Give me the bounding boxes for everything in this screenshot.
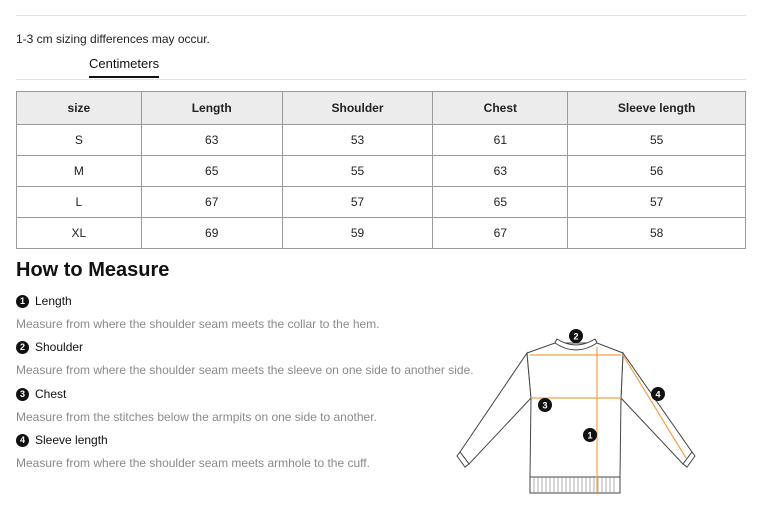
cell-chest: 65 (433, 187, 568, 218)
measure-item-sleeve-length (16, 433, 108, 447)
size-table (16, 91, 746, 249)
cell-sleeve-length: 57 (568, 187, 746, 218)
cell-sleeve-length: 55 (568, 125, 746, 156)
cell-shoulder: 57 (282, 187, 433, 218)
measure-item-desc: Measure from where the shoulder seam meets the sleeve on one side to another side. (16, 363, 474, 377)
header-length: Length (141, 92, 282, 125)
cell-sleeve-length: 56 (568, 156, 746, 187)
table-header-row (17, 92, 746, 125)
svg-text:2: 2 (573, 331, 579, 342)
measure-item-title: Shoulder (35, 340, 84, 354)
sizing-note: 1-3 cm sizing differences may occur. (16, 32, 210, 46)
measure-item-shoulder (16, 340, 83, 354)
cell-size: M (17, 156, 142, 187)
cell-length: 69 (141, 218, 282, 249)
svg-text:4: 4 (655, 389, 661, 400)
tab-divider (16, 79, 746, 80)
cell-size: L (17, 187, 142, 218)
diagram-badge-2 (569, 329, 583, 343)
top-divider (16, 15, 746, 16)
how-to-measure-title: How to Measure (16, 259, 170, 281)
cell-sleeve-length: 58 (568, 218, 746, 249)
number-badge: 4 (16, 434, 29, 447)
measure-item-title: Sleeve length (35, 433, 108, 447)
diagram-badge-4 (651, 387, 665, 401)
cell-length: 63 (141, 125, 282, 156)
cell-length: 65 (141, 156, 282, 187)
number-badge: 1 (16, 295, 29, 308)
cell-chest: 61 (433, 125, 568, 156)
table-row (17, 218, 746, 249)
diagram-badge-1 (583, 428, 597, 442)
number-badge: 3 (16, 388, 29, 401)
header-size: size (17, 92, 142, 125)
measure-item-desc: Measure from where the shoulder seam meets armhole to the cuff. (16, 456, 370, 470)
table-row (17, 187, 746, 218)
measure-item-desc: Measure from the stitches below the armpits on one side to another. (16, 410, 377, 424)
header-sleeve-length: Sleeve length (568, 92, 746, 125)
svg-text:1: 1 (587, 430, 593, 441)
number-badge: 2 (16, 341, 29, 354)
diagram-badge-3 (538, 398, 552, 412)
measure-item-desc: Measure from where the shoulder seam meets the collar to the hem. (16, 317, 380, 331)
cell-shoulder: 59 (282, 218, 433, 249)
header-shoulder: Shoulder (282, 92, 433, 125)
measure-item-title: Chest (35, 387, 67, 401)
measure-item-title: Length (35, 294, 72, 308)
cell-chest: 63 (433, 156, 568, 187)
tab-centimeters[interactable]: Centimeters (89, 56, 159, 78)
cell-length: 67 (141, 187, 282, 218)
table-row (17, 125, 746, 156)
sweater-diagram (455, 325, 705, 500)
cell-size: XL (17, 218, 142, 249)
table-row (17, 156, 746, 187)
cell-chest: 67 (433, 218, 568, 249)
header-chest: Chest (433, 92, 568, 125)
svg-text:3: 3 (542, 400, 548, 411)
cell-shoulder: 53 (282, 125, 433, 156)
cell-shoulder: 55 (282, 156, 433, 187)
measure-item-length (16, 294, 72, 308)
cell-size: S (17, 125, 142, 156)
measure-item-chest (16, 387, 66, 401)
